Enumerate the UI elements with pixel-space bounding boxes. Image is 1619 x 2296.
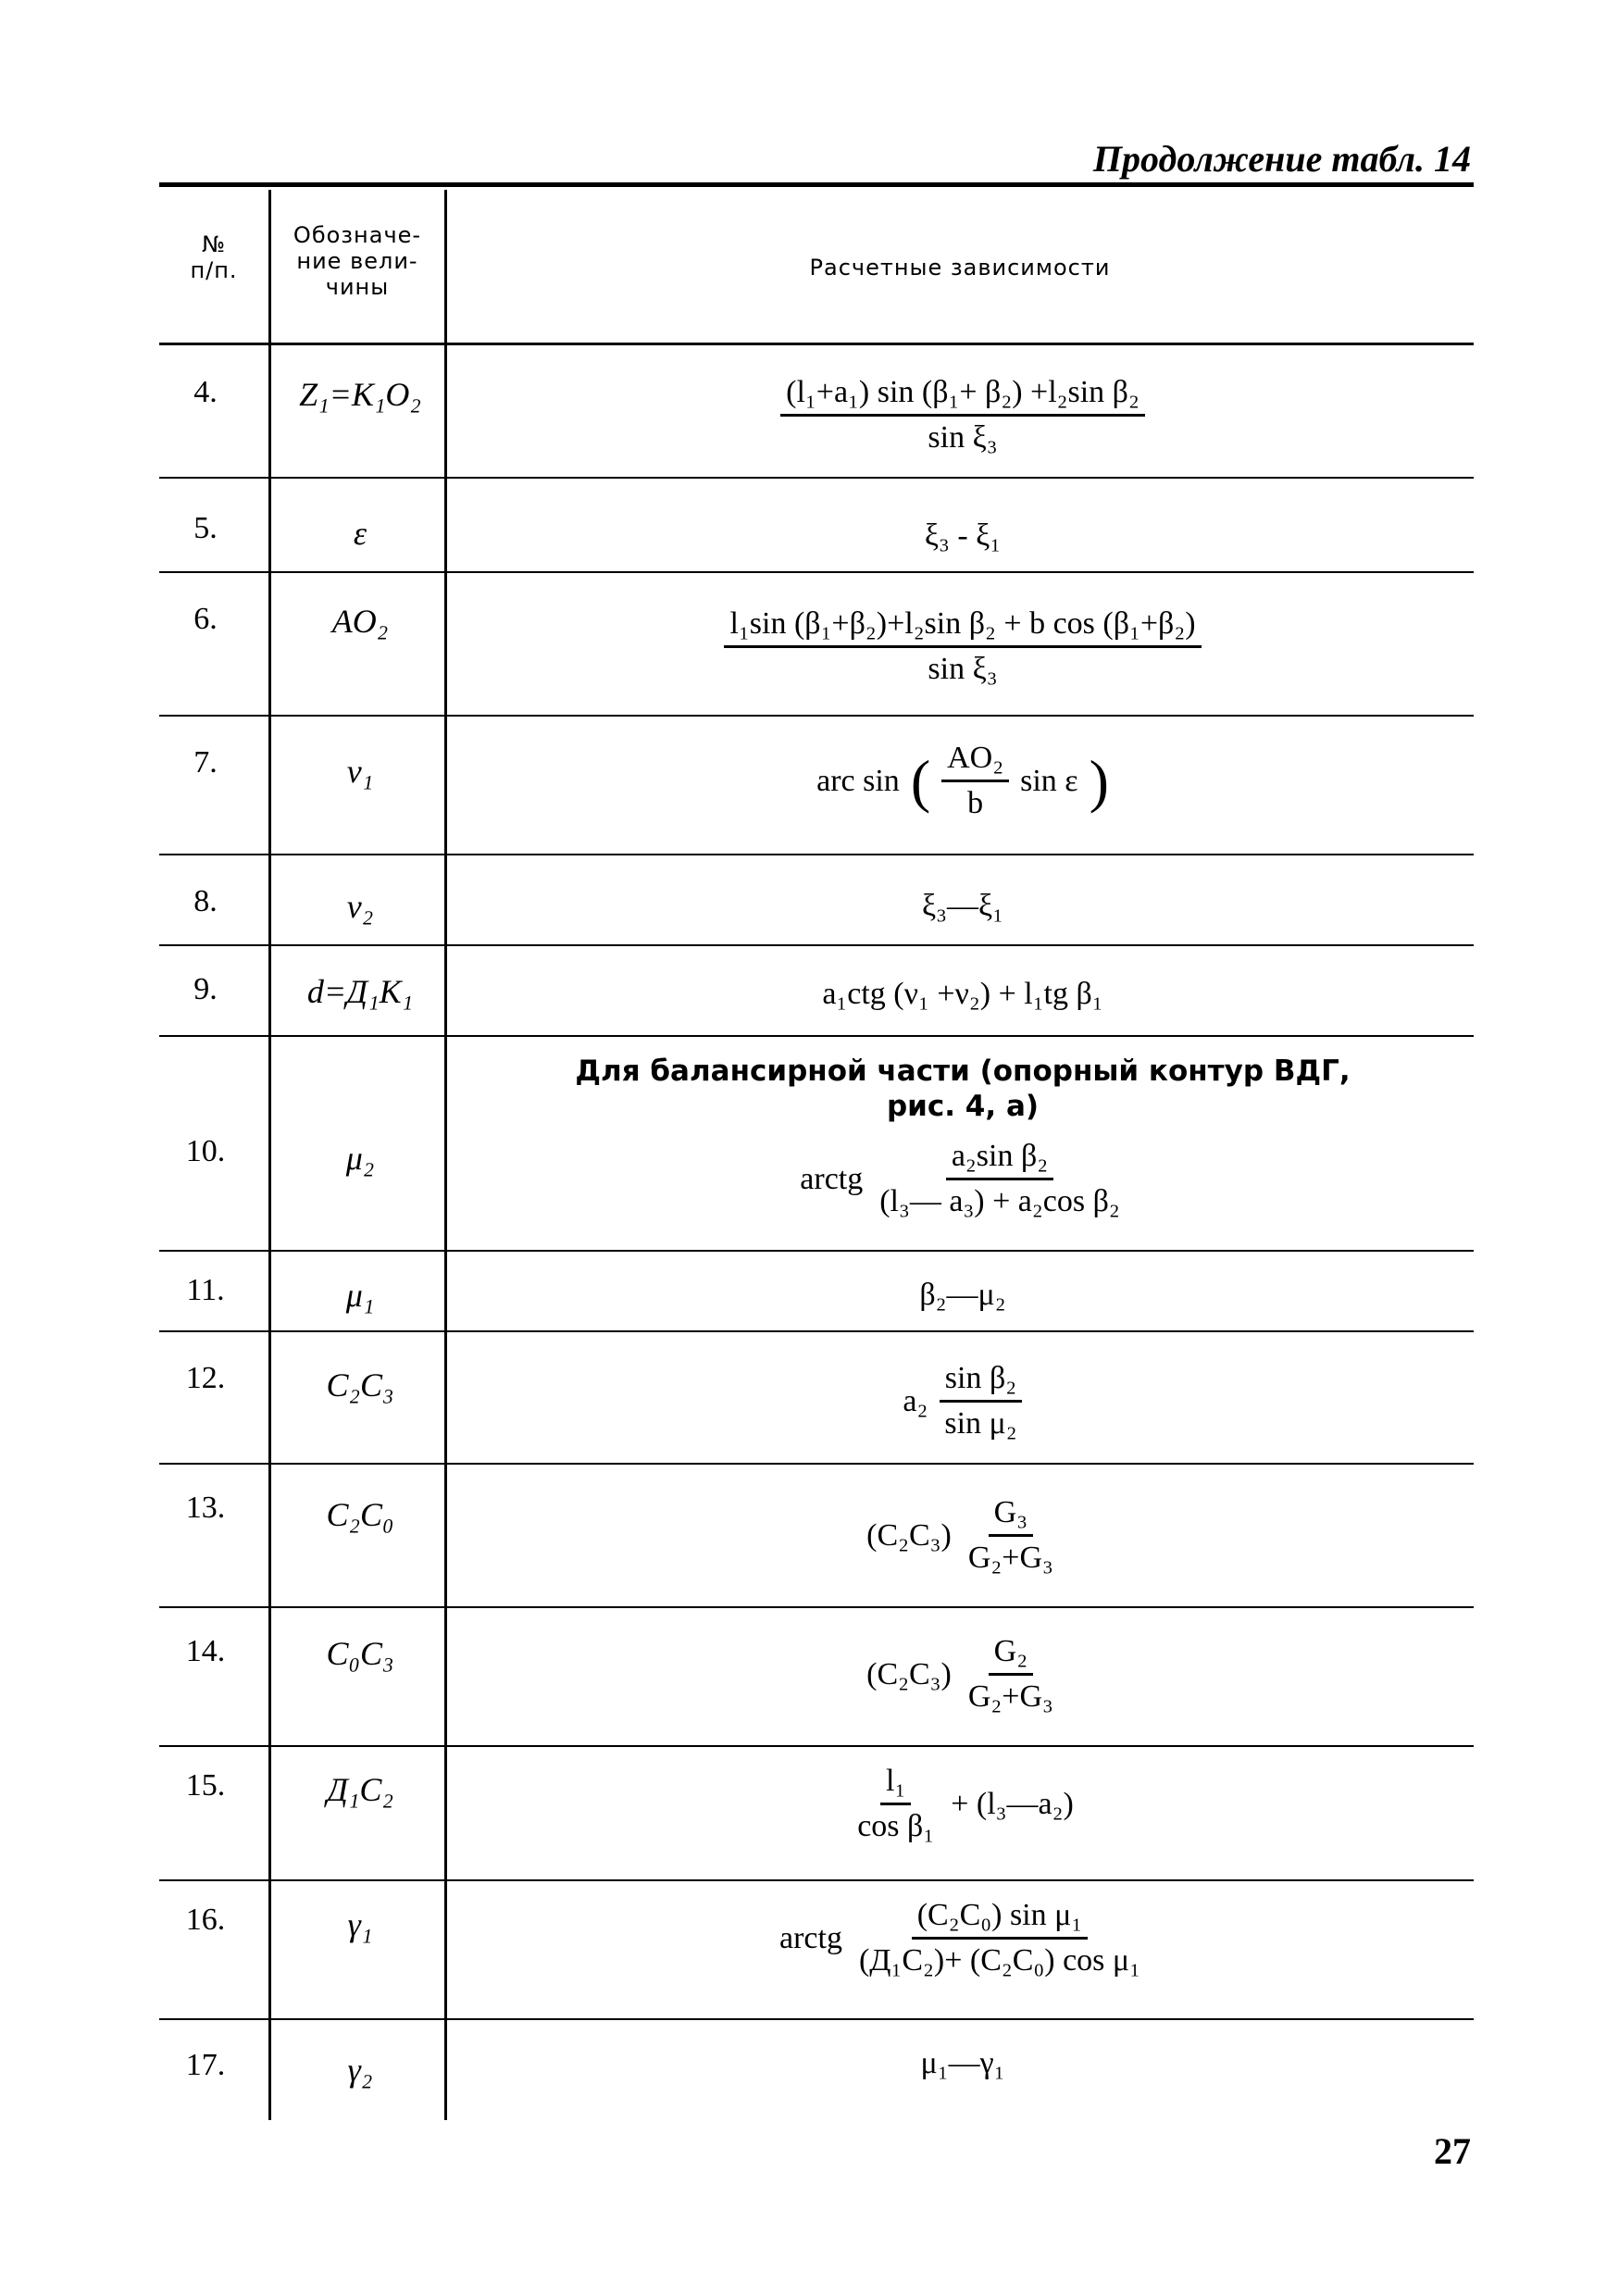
row-separator [159,2018,1474,2020]
fraction-numerator: l₁ [880,1764,911,1805]
row-number: 13. [185,1491,226,1525]
formula-group [866,1634,1059,1715]
formula-prefix: arc sin [816,763,900,798]
row-designation: C₀C₃ [326,1635,394,1672]
row-formula [454,606,1472,687]
formula-group [800,1139,1125,1219]
formula-prefix: arctg [779,1920,842,1955]
row-formula [454,1764,1472,1844]
row-formula [454,1495,1472,1576]
row-separator [159,1330,1474,1332]
formula-prefix: (C₂C₃) [866,1656,952,1691]
row-formula [454,1898,1472,1978]
row-number: 8. [193,884,218,918]
row-number: 4. [193,375,218,409]
row-formula: ξ₃—ξ₁ [921,889,1004,923]
formula-suffix: + (l₃—a₂) [951,1786,1074,1821]
fraction [939,1361,1022,1441]
row-number: 9. [193,972,218,1006]
row-designation: C₂C₃ [326,1366,394,1404]
fraction-numerator: a₂sin β₂ [946,1139,1053,1180]
fraction [852,1764,940,1844]
fraction-numerator: sin β₂ [940,1361,1022,1403]
row-number: 12. [185,1361,226,1395]
formula-suffix: sin ε [1020,763,1078,798]
fraction [853,1898,1146,1978]
row-designation: μ₁ [345,1277,375,1314]
column-divider-1 [268,190,271,2120]
row-designation: ν₁ [346,753,374,790]
formula-group [779,1898,1146,1978]
fraction-denominator: sin ξ₃ [928,420,998,455]
row-separator [159,715,1474,717]
row-separator [159,1463,1474,1465]
formula-prefix: a₂ [903,1383,928,1418]
row-separator [159,1035,1474,1037]
column-header-number: № п/п. [190,231,238,283]
page-number: 27 [1434,2130,1471,2172]
row-formula: ξ₃ - ξ₁ [924,518,1002,553]
row-designation: Z₁=K₁O₂ [299,376,421,413]
row-number: 7. [193,745,218,780]
row-designation: γ₁ [347,1906,373,1943]
fraction-numerator: l₁sin (β₁+β₂)+l₂sin β₂ + b cos (β₁+β₂) [724,606,1201,648]
row-separator [159,477,1474,479]
row-separator [159,1879,1474,1881]
row-designation: C₂C₀ [326,1496,394,1533]
fraction [724,606,1201,687]
row-separator [159,944,1474,946]
fraction-numerator: G₂ [989,1634,1033,1676]
fraction-denominator: G₂+G₃ [967,1679,1053,1714]
row-separator [159,854,1474,855]
column-divider-2 [444,190,447,2120]
section-note: Для балансирной части (опорный контур ВДГ, рис. 4, а) [575,1054,1351,1123]
fraction-denominator: sin ξ₃ [928,652,998,686]
right-paren: ) [1089,747,1109,814]
row-formula [454,741,1472,821]
fraction-denominator: (l₃— a₃) + a₂cos β₂ [879,1184,1120,1218]
row-formula [454,1361,1472,1441]
row-number: 10. [185,1134,226,1168]
left-paren: ( [910,747,931,814]
row-designation: μ₂ [345,1140,375,1177]
fraction-denominator: b [967,786,984,820]
formula-group [816,741,1109,821]
row-number: 17. [185,2048,226,2082]
row-formula: β₂—μ₂ [919,1278,1006,1312]
column-header-designation: Обозначе- ние вели- чины [293,222,422,300]
formula-group [903,1361,1022,1441]
row-separator [159,1606,1474,1608]
row-formula [454,1139,1472,1219]
row-formula [454,375,1472,455]
formula-group [866,1495,1059,1576]
fraction-numerator: (C₂C₀) sin μ₁ [912,1898,1088,1940]
fraction-numerator: G₃ [989,1495,1033,1537]
row-number: 5. [193,511,218,545]
fraction [963,1634,1059,1715]
row-number: 16. [185,1903,226,1937]
fraction-numerator: AO₂ [941,741,1009,782]
row-designation: γ₂ [347,2052,373,2089]
row-formula: a₁ctg (ν₁ +ν₂) + l₁tg β₁ [822,977,1103,1011]
row-number: 6. [193,602,218,636]
column-header-formulas: Расчетные зависимости [809,255,1111,281]
row-number: 15. [185,1768,226,1803]
fraction-denominator: G₂+G₃ [967,1541,1053,1575]
row-number: 14. [185,1634,226,1668]
formula-group [852,1764,1074,1844]
fraction-denominator: cos β₁ [857,1809,935,1843]
formula-prefix: arctg [800,1161,864,1196]
fraction [941,741,1009,821]
fraction [963,1495,1059,1576]
formula-prefix: (C₂C₃) [866,1517,952,1553]
table-top-rule [159,182,1474,187]
fraction [874,1139,1125,1219]
table-continuation-header: Продолжение табл. 14 [1092,138,1471,180]
row-designation: d=Д₁K₁ [306,973,414,1010]
fraction-numerator: (l₁+a₁) sin (β₁+ β₂) +l₂sin β₂ [780,375,1145,417]
fraction-denominator: sin μ₂ [944,1406,1017,1441]
row-designation: ε [353,515,367,552]
row-formula [454,1634,1472,1715]
fraction-denominator: (Д₁C₂)+ (C₂C₀) cos μ₁ [858,1943,1140,1978]
row-separator [159,1745,1474,1747]
row-formula: μ₁—γ₁ [920,2046,1005,2080]
fraction [780,375,1145,455]
row-designation: ν₂ [346,888,374,925]
row-separator [159,1250,1474,1252]
row-number: 11. [186,1273,225,1307]
header-bottom-rule [159,343,1474,345]
row-designation: AO₂ [331,603,389,640]
row-separator [159,571,1474,573]
row-designation: Д₁C₂ [327,1771,393,1808]
